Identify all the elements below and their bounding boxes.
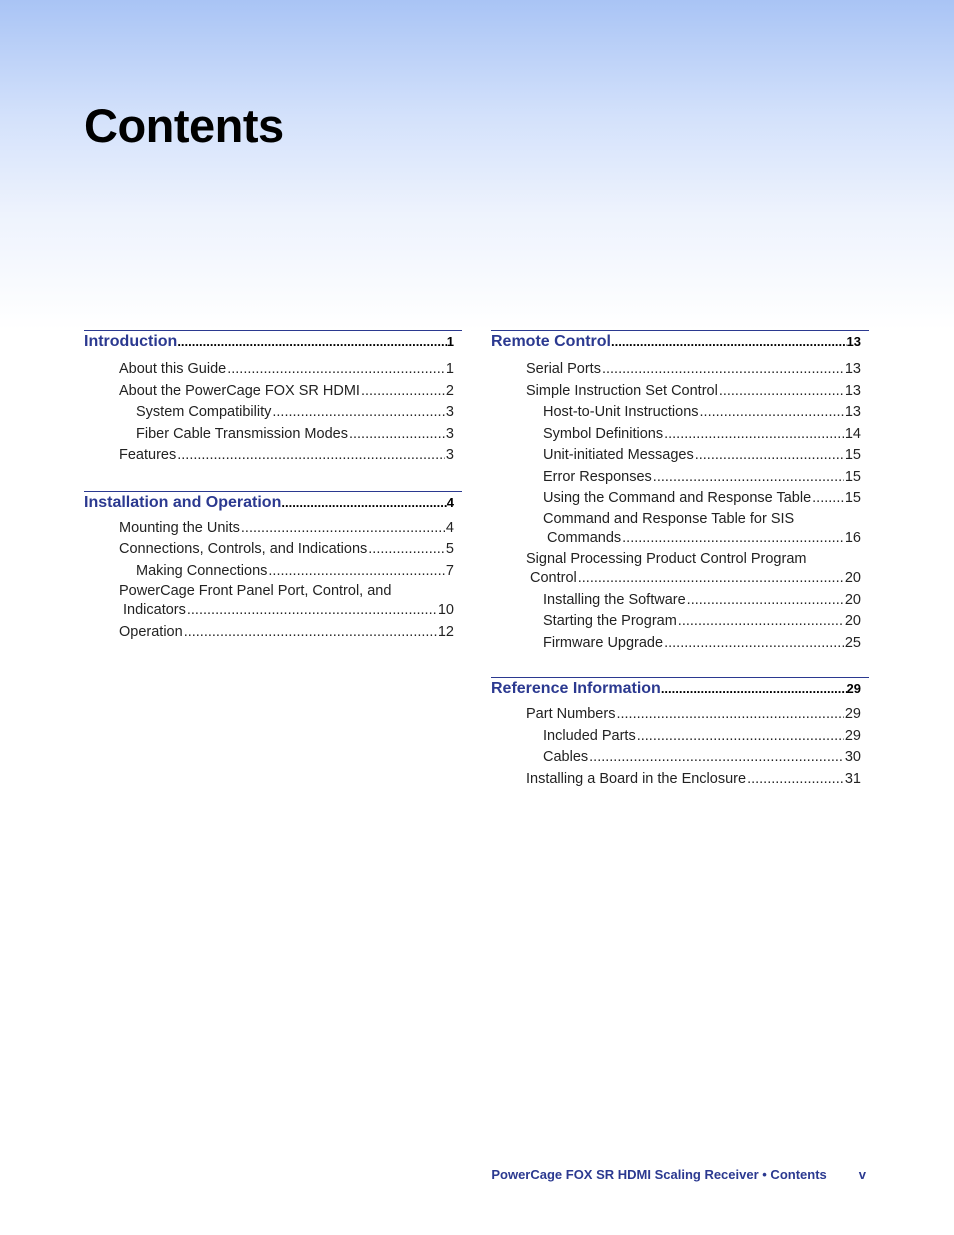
toc-entry[interactable] [84,424,462,446]
leader-dots [664,424,844,446]
section-page-number: 29 [846,681,861,696]
toc-entry-text: Connections, Controls, and Indications [119,541,368,557]
toc-section-title[interactable] [491,680,869,702]
leader-dots [177,445,445,467]
leader-dots [578,569,844,588]
toc-entry-page: 4 [445,519,454,536]
section-title-text: Introduction [84,333,178,350]
toc-entry-page: 10 [437,602,454,618]
toc-entry-page: 3 [445,447,454,463]
leader-dots [184,622,437,644]
toc-entry-page: 14 [844,425,861,442]
section-page-number: 4 [446,494,454,510]
toc-entry-page: 31 [844,770,861,787]
toc-entry-text: Making Connections [136,562,268,579]
leader-dots [268,561,445,583]
toc-entry-text: About this Guide [119,361,227,377]
toc-section-reference [491,677,869,790]
toc-entry[interactable] [491,359,869,381]
footer-page-number: v [858,1167,866,1182]
leader-dots [700,402,844,424]
toc-entry-text: Included Parts [543,727,636,744]
leader-dots [368,539,445,561]
footer-text: PowerCage FOX SR HDMI Scaling Receiver • Contents [491,1167,827,1182]
toc-entry-page: 13 [844,361,861,377]
toc-section-title[interactable] [491,333,869,355]
leader-dots [622,529,844,548]
leader-dots [812,488,844,510]
toc-section-title[interactable] [84,333,462,355]
leader-dots [349,424,445,446]
leader-dots [747,769,844,791]
toc-entry-text: Unit-initiated Messages [543,447,694,463]
toc-entry-page: 25 [844,634,861,651]
page-footer [440,1167,866,1182]
toc-entry[interactable] [491,402,869,424]
toc-entry[interactable] [491,747,869,769]
toc-entry-page: 15 [844,447,861,463]
toc-entry-text: Mounting the Units [119,519,240,536]
toc-entry-text: Operation [119,624,183,640]
toc-section-installation [84,491,462,644]
toc-section-introduction [84,330,462,467]
toc-entry-text: About the PowerCage FOX SR HDMI [119,382,360,399]
leader-dots [611,334,847,349]
toc-left-column [84,330,462,644]
toc-entry-page: 20 [844,591,861,608]
toc-entry-page: 2 [445,382,454,399]
toc-entry[interactable] [491,769,869,791]
toc-entry[interactable] [491,590,869,612]
toc-section-remote-control [491,330,869,654]
toc-entry-text: Using the Command and Response Table [543,490,812,506]
toc-entry[interactable] [491,726,869,748]
section-title-text: Reference Information [491,680,661,697]
toc-entry-text: Simple Instruction Set Control [526,382,718,399]
toc-entry-page: 20 [844,569,861,586]
toc-entry-text-continued: Indicators [123,602,186,618]
toc-entry-page: 16 [844,529,861,546]
toc-entry-page: 13 [844,404,861,420]
toc-entry-text: Installing the Software [543,591,686,608]
toc-entry[interactable] [84,402,462,424]
toc-entry-text: Features [119,447,177,463]
toc-entry[interactable] [84,539,462,561]
toc-entry[interactable] [491,611,869,633]
toc-entry-page: 15 [844,490,861,506]
toc-entry-page: 5 [445,541,454,557]
leader-dots [602,359,844,381]
leader-dots [719,381,844,403]
toc-entry[interactable] [491,488,869,510]
leader-dots [664,633,844,655]
toc-entry-page: 1 [445,361,454,377]
toc-entry-page: 3 [445,404,454,420]
toc-entry[interactable] [84,582,462,622]
page-title: Contents [84,99,284,152]
leader-dots [637,726,844,748]
toc-entry-text: Signal Processing Product Control Program [526,550,807,567]
leader-dots [616,704,843,726]
toc-entry[interactable] [491,510,869,550]
toc-entry-text: Fiber Cable Transmission Modes [136,425,348,442]
toc-entry-page: 13 [844,382,861,399]
toc-entry[interactable] [491,445,869,467]
toc-entry-text: Error Responses [543,468,652,485]
toc-entry-text: Starting the Program [543,613,677,629]
leader-dots [281,495,446,510]
toc-entry[interactable] [84,359,462,381]
toc-entry-text: Firmware Upgrade [543,634,664,651]
toc-entry-text: Cables [543,749,589,765]
leader-dots [177,334,446,349]
toc-entry[interactable] [84,561,462,583]
toc-entry-page: 15 [844,468,861,485]
toc-entry-page: 3 [445,425,454,442]
toc-entry-text: Part Numbers [526,706,616,722]
leader-dots [361,381,445,403]
toc-entry-page: 20 [844,613,861,629]
toc-entry-text: Serial Ports [526,361,601,377]
toc-entry-text: System Compatibility [136,404,272,420]
toc-entry[interactable] [491,467,869,489]
toc-entry-text: PowerCage Front Panel Port, Control, and [119,583,392,599]
toc-entry-text: Host-to-Unit Instructions [543,404,699,420]
leader-dots [187,601,437,620]
leader-dots [227,359,445,381]
toc-entry-text-continued: Control [530,569,577,586]
toc-entry[interactable] [491,381,869,403]
section-page-number: 13 [846,334,861,349]
section-page-number: 1 [446,334,454,349]
toc-entry-text: Symbol Definitions [543,425,664,442]
toc-entry[interactable] [84,518,462,540]
leader-dots [678,611,844,633]
toc-entry[interactable] [491,550,869,590]
toc-entry[interactable] [491,704,869,726]
toc-entry[interactable] [491,424,869,446]
leader-dots [653,467,844,489]
toc-entry-page: 7 [445,562,454,579]
toc-entry-page: 29 [844,706,861,722]
toc-right-column [491,330,869,790]
toc-entry-page: 29 [844,727,861,744]
toc-entry[interactable] [84,445,462,467]
section-title-text: Installation and Operation [84,493,282,511]
toc-entry[interactable] [84,622,462,644]
toc-entry-text: Installing a Board in the Enclosure [526,770,747,787]
toc-entry[interactable] [84,381,462,403]
leader-dots [687,590,844,612]
toc-entry-page: 12 [437,624,454,640]
header-band [0,0,954,330]
section-title-text: Remote Control [491,333,611,350]
leader-dots [272,402,445,424]
toc-entry-text: Command and Response Table for SIS [543,510,795,527]
toc-entry-page: 30 [844,749,861,765]
leader-dots [695,445,844,467]
leader-dots [661,681,847,696]
leader-dots [589,747,844,769]
toc-section-title[interactable] [84,494,462,516]
toc-entry-text-continued: Commands [547,529,622,546]
toc-entry[interactable] [491,633,869,655]
leader-dots [241,518,445,540]
